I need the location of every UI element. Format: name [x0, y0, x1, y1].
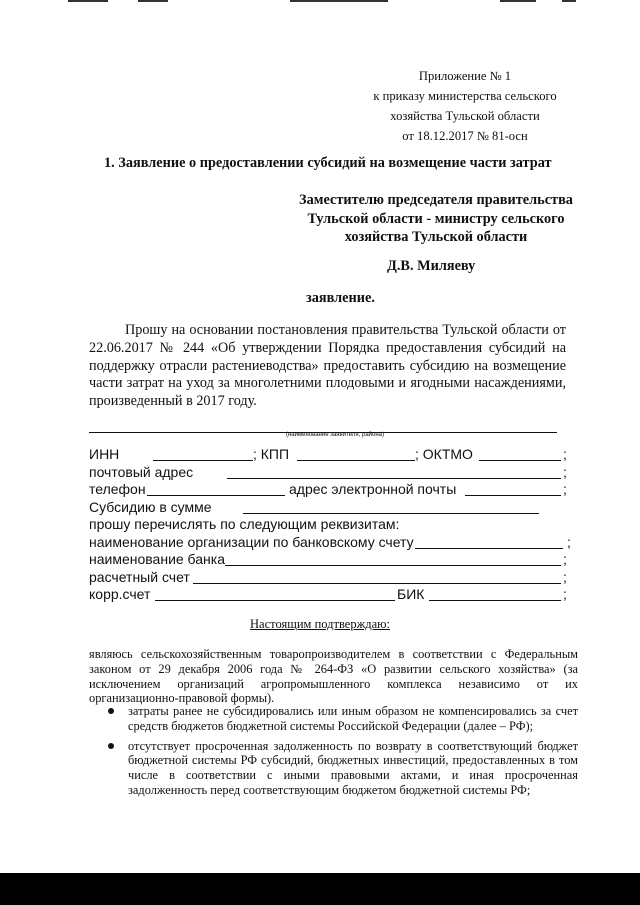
oktmo-label: ; ОКТМО [415, 446, 473, 462]
email-label: адрес электронной почты [289, 481, 457, 497]
semicolon: ; [563, 586, 567, 602]
form-row-corr-bik [89, 586, 579, 604]
form-row-transfer [89, 516, 579, 534]
email-field[interactable] [465, 495, 561, 496]
applicant-name-caption: (наименование заявителя, района) [285, 432, 385, 438]
corr-account-label: корр.счет [89, 586, 151, 602]
form-row-postal [89, 464, 579, 482]
appendix-date-number: от 18.12.2017 № 81-осн [402, 129, 528, 143]
request-paragraph: Прошу на основании постановления правительства Тульской области от 22.06.2017 № 244 «Об утверждении Порядка предоставления субсидий на поддержку отрасли растениеводства» предоставить субсидию на возмещение части затрат на уход за многолетними плодовыми и ягодными насаждениями, произведенный в 2017 году. [89, 322, 566, 410]
semicolon: ; [563, 446, 567, 462]
bik-label: БИК [397, 586, 425, 602]
subsidy-label: Субсидию в сумме [89, 498, 212, 515]
recipient-name: Д.В. Миляеву [387, 258, 476, 274]
appendix-number: Приложение № 1 [418, 69, 512, 83]
addressee-line-1: Заместителю председателя правительства [299, 192, 573, 208]
subsidy-amount-field[interactable] [243, 513, 539, 514]
confirmation-title: Настоящим подтверждаю: [250, 617, 390, 631]
list-item [108, 739, 578, 798]
form-row-bank [89, 551, 579, 569]
addressee-block [284, 191, 588, 247]
account-label: расчетный счет [89, 568, 190, 585]
semicolon: ; [563, 568, 567, 585]
addressee-line-3: хозяйства Тульской области [344, 229, 528, 245]
scan-bottom-border [0, 873, 640, 905]
semicolon: ; [567, 533, 571, 550]
phone-label: телефон [89, 481, 146, 497]
postal-label: почтовый адрес [89, 463, 194, 480]
confirmation-paragraph: являюсь сельскохозяйственным товаропроизводителем в соответствии с Федеральным законом от 29 декабря 2006 года № 264-ФЗ «О развитии сельского хозяйства» (за исключением организаций агропромышленного комплекса независимо от их организационно-правовой формы). [89, 647, 578, 706]
corr-account-field[interactable] [155, 600, 395, 601]
postal-field[interactable] [227, 478, 561, 479]
list-item [108, 704, 578, 734]
phone-field[interactable] [147, 495, 285, 496]
form-row-inn-kpp-oktmo [89, 446, 579, 464]
form-row-account [89, 569, 579, 587]
org-name-field[interactable] [415, 548, 563, 549]
semicolon: ; [563, 481, 567, 497]
semicolon: ; [563, 463, 567, 480]
kpp-label: ; КПП [253, 446, 290, 462]
list-item-text: отсутствует просроченная задолженность по возврату в соответствующий бюджет бюджетной системы РФ субсидий, бюджетных инвестиций, предоставленных в том числе в соответствии с иными правовыми актами, и иная просроченная задолженность перед соответствующим бюджетом бюджетной системы РФ; [128, 738, 578, 797]
form-row-phone-email [89, 481, 579, 499]
form-row-subsidy [89, 499, 579, 517]
inn-label: ИНН [89, 446, 120, 462]
bank-label: наименование банка [89, 551, 225, 567]
bank-field[interactable] [225, 565, 561, 566]
org-name-label: наименование организации по банковскому счету [89, 533, 414, 550]
account-field[interactable] [193, 583, 561, 584]
requisites-form [89, 446, 579, 604]
appendix-ministry-line: хозяйства Тульской области [390, 109, 540, 123]
confirmation-list [108, 704, 578, 803]
bik-field[interactable] [429, 600, 561, 601]
document-type-title: заявление. [306, 290, 375, 306]
appendix-reference [360, 66, 570, 146]
form-row-org-name [89, 534, 579, 552]
inn-field[interactable] [153, 460, 253, 461]
addressee-line-2: Тульской области - министру сельского [307, 210, 565, 227]
bullet-icon [108, 743, 114, 749]
oktmo-field[interactable] [479, 460, 561, 461]
semicolon: ; [563, 551, 567, 567]
appendix-order-line: к приказу министерства сельского [373, 89, 557, 103]
bullet-icon [108, 708, 114, 714]
transfer-label: прошу перечислять по следующим реквизитам: [89, 516, 400, 532]
scan-top-edge [0, 0, 640, 3]
list-item-text: затраты ранее не субсидировались или иным образом не компенсировались за счет средств бюджетов бюджетной системы Российской Федерации (далее – РФ); [128, 704, 578, 733]
kpp-field[interactable] [297, 460, 415, 461]
document-heading: 1. Заявление о предоставлении субсидий на возмещение части затрат [104, 155, 552, 171]
